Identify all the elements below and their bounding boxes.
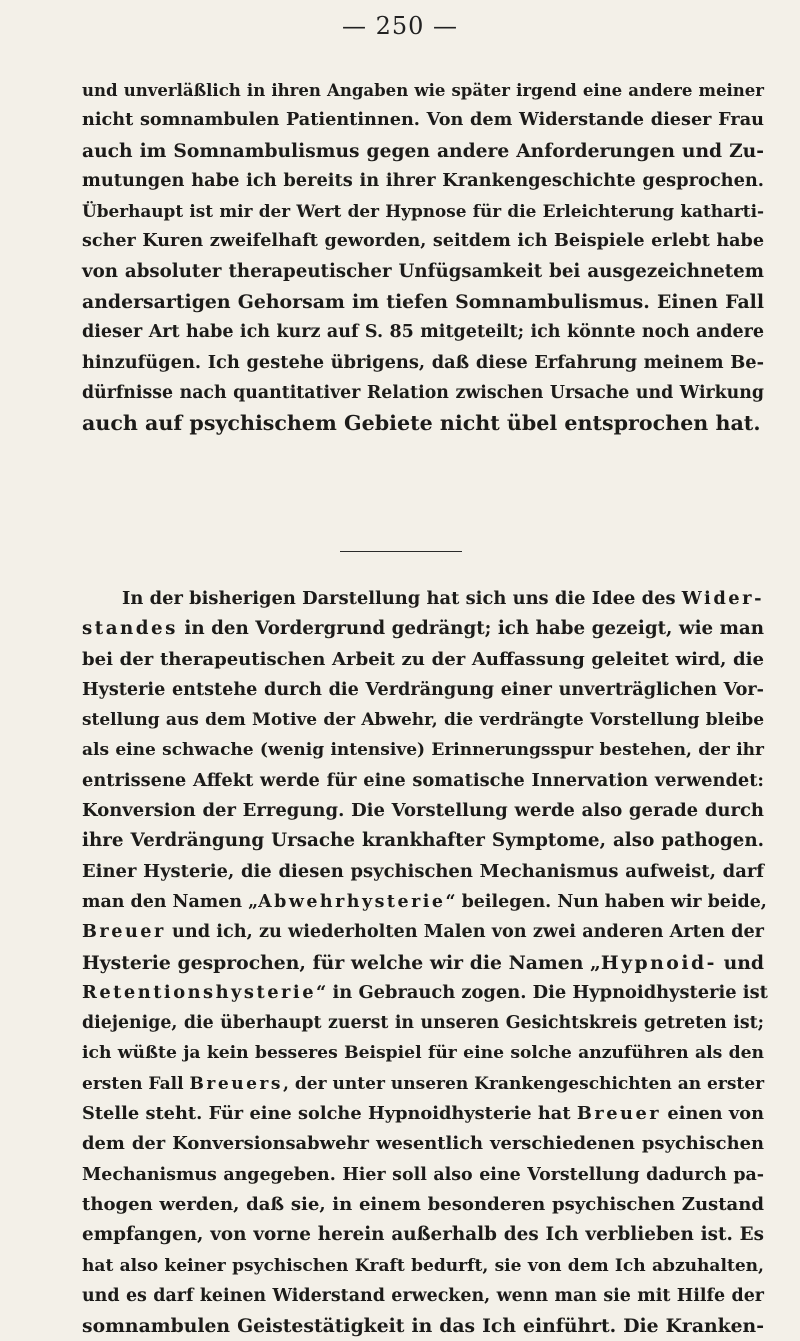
text-line [82, 887, 767, 917]
text-segment: , der unter unseren Krankengeschichten an erster [282, 1073, 765, 1094]
text-segment: man den Namen „ [82, 891, 259, 912]
text-line: Mechanismus angegeben. Hier soll also eine Vorstellung dadurch pa- [82, 1164, 764, 1185]
emphasis-name: Breuer [576, 1103, 662, 1125]
text-segment: und [716, 951, 765, 974]
text-line: hat also keiner psychischen Kraft bedurft, sie von dem Ich abzuhalten, [82, 1255, 764, 1276]
text-line: auch im Somnambulismus gegen andere Anforderungen und Zu- [82, 139, 764, 162]
text-line: als eine schwache (wenig intensive) Erinnerungsspur bestehen, der ihr [82, 740, 764, 761]
emphasis-name: Breuer [82, 921, 166, 943]
text-line: Überhaupt ist mir der Wert der Hypnose für die Erleichterung katharti- [82, 201, 764, 222]
text-line [82, 917, 764, 947]
text-line [82, 614, 764, 644]
text-segment: ersten Fall [82, 1073, 190, 1094]
text-segment: Hysterie gesprochen, für welche wir die Namen „ [82, 951, 601, 974]
text-line: dürfnisse nach quantitativer Relation zwischen Ursache und Wirkung [82, 382, 764, 403]
text-segment: in den Vordergrund gedrängt; ich habe gezeigt, wie man [177, 618, 764, 640]
paragraph-widerstand [82, 584, 768, 1341]
text-line [82, 1069, 764, 1099]
text-line [82, 584, 764, 614]
emphasis-term: Retentionshysterie [82, 981, 317, 1003]
emphasis-term: Abwehrhysterie [258, 891, 446, 912]
section-divider [340, 551, 462, 552]
text-line: und unverläßlich in ihren Angaben wie später irgend eine andere meiner [82, 80, 764, 100]
text-line: hinzufügen. Ich gestehe übrigens, daß diese Erfahrung meinem Be- [82, 351, 764, 373]
text-line: mutungen habe ich bereits in ihrer Krankengeschichte gesprochen. [82, 169, 764, 191]
text-line: somnambulen Geistestätigkeit in das Ich einführt. Die Kranken- [82, 1315, 764, 1338]
text-line [82, 948, 764, 978]
text-segment: In der bisherigen Darstellung hat sich uns die Idee des [122, 588, 682, 609]
emphasis-term: standes [82, 618, 178, 640]
text-line: und es darf keinen Widerstand erwecken, wenn man sie mit Hilfe der [82, 1285, 764, 1306]
text-segment: “ beilegen. Nun haben wir beide, [445, 891, 767, 912]
text-line: Hysterie entstehe durch die Verdrängung einer unverträglichen Vor- [82, 678, 764, 700]
text-line: Einer Hysterie, die diesen psychischen Mechanismus aufweist, darf [82, 860, 764, 882]
text-line: andersartigen Gehorsam im tiefen Somnambulismus. Einen Fall [82, 291, 764, 314]
text-line: von absoluter therapeutischer Unfügsamkeit bei ausgezeichnetem [82, 260, 764, 282]
text-line: nicht somnambulen Patientinnen. Von dem Widerstande dieser Frau [82, 109, 764, 131]
emphasis-term: Wider- [681, 588, 764, 609]
text-line: stellung aus dem Motive der Abwehr, die verdrängte Vorstellung bleibe [82, 710, 764, 731]
text-line: scher Kuren zweifelhaft geworden, seitdem ich Beispiele erlebt habe [82, 231, 764, 252]
text-line: empfangen, von vorne herein außerhalb des Ich verblieben ist. Es [82, 1224, 764, 1246]
text-segment: “ in Gebrauch zogen. Die Hypnoidhysterie ist [316, 981, 768, 1003]
text-line: Konversion der Erregung. Die Vorstellung werde also gerade durch [82, 800, 764, 822]
emphasis-term: Hypnoid- [600, 951, 717, 974]
text-line [82, 978, 768, 1008]
text-line: diejenige, die überhaupt zuerst in unseren Gesichtskreis getreten ist; [82, 1013, 764, 1034]
emphasis-name: Breuers [189, 1073, 283, 1094]
text-line: dem der Konversionsabwehr wesentlich verschiedenen psychischen [82, 1133, 764, 1155]
text-line: auch auf psychischem Gebiete nicht übel entsprochen hat. [82, 411, 761, 436]
text-line: entrissene Affekt werde für eine somatische Innervation verwendet: [82, 769, 764, 791]
page-number: — 250 — [341, 12, 459, 40]
text-line: bei der therapeutischen Arbeit zu der Auffassung geleitet wird, die [82, 648, 764, 670]
text-line: ihre Verdrängung Ursache krankhafter Symptome, also pathogen. [82, 830, 764, 852]
text-segment: einen von [661, 1103, 764, 1125]
text-line: thogen werden, daß sie, in einem besonderen psychischen Zustand [82, 1193, 764, 1215]
text-segment: und ich, zu wiederholten Malen von zwei anderen Arten der [165, 921, 764, 943]
text-segment: Stelle steht. Für eine solche Hypnoidhysterie hat [82, 1103, 577, 1125]
text-line: ich wüßte ja kein besseres Beispiel für eine solche anzuführen als den [82, 1043, 764, 1064]
paragraph-continuation [82, 75, 764, 439]
text-line [82, 1099, 764, 1129]
text-line: dieser Art habe ich kurz auf S. 85 mitgeteilt; ich könnte noch andere [82, 322, 764, 343]
